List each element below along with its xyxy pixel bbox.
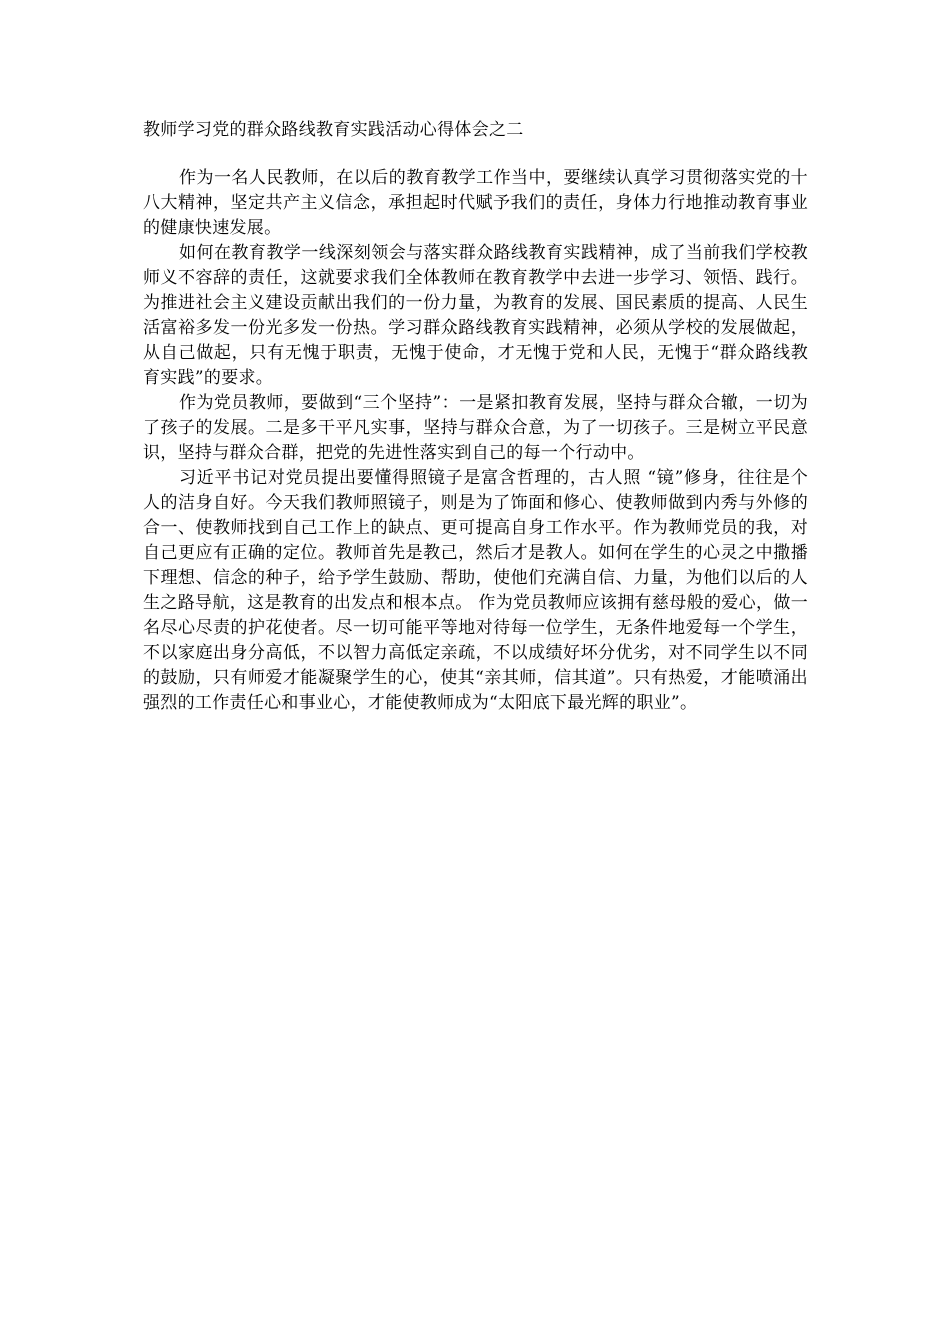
document-title: 教师学习党的群众路线教育实践活动心得体会之二 xyxy=(143,120,524,140)
document-body xyxy=(143,118,808,716)
paragraph-4: 习近平书记对党员提出要懂得照镜子是富含哲理的，古人照 “镜”修身，往往是个人的洁身自好。今天我们教师照镜子，则是为了饰面和修心、使教师做到内秀与外修的合一、使教师找到自己工作上的缺点、更可提高自身工作水平。作为教师党员的我，对自己更应有正确的定位。教师首先是教己，然后才是教人。如何在学生的心灵之中撒播下理想、信念的种子，给予学生鼓励、帮助，使他们充满自信、力量，为他们以后的人生之路导航，这是教育的出发点和根本点。 作为党员教师应该拥有慈母般的爱心，做一名尽心尽责的护花使者。尽一切可能平等地对待每一位学生，无条件地爱每一个学生，不以家庭出身分高低，不以智力高低定亲疏，不以成绩好坏分优劣，对不同学生以不同的鼓励，只有师爱才能凝聚学生的心，使其“亲其师，信其道”。只有热爱，才能喷涌出强烈的工作责任心和事业心，才能使教师成为“太阳底下最光辉的职业”。 xyxy=(143,468,808,713)
paragraph-2: 如何在教育教学一线深刻领会与落实群众路线教育实践精神，成了当前我们学校教师义不容辞的责任，这就要求我们全体教师在教育教学中去进一步学习、领悟、践行。为推进社会主义建设贡献出我们的一份力量，为教育的发展、国民素质的提高、人民生活富裕多发一份光多发一份热。学习群众路线教育实践精神，必须从学校的发展做起，从自己做起，只有无愧于职责，无愧于使命，才无愧于党和人民，无愧于“群众路线教育实践”的要求。 xyxy=(143,243,808,388)
paragraph-1: 作为一名人民教师，在以后的教育教学工作当中，要继续认真学习贯彻落实党的十八大精神，坚定共产主义信念，承担起时代赋予我们的责任，身体力行地推动教育事业的健康快速发展。 xyxy=(143,168,808,238)
paragraph-3: 作为党员教师，要做到“三个坚持”：一是紧扣教育发展，坚持与群众合辙，一切为了孩子的发展。二是多干平凡实事，坚持与群众合意，为了一切孩子。三是树立平民意识，坚持与群众合群，把党的先进性落实到自己的每一个行动中。 xyxy=(143,393,808,463)
